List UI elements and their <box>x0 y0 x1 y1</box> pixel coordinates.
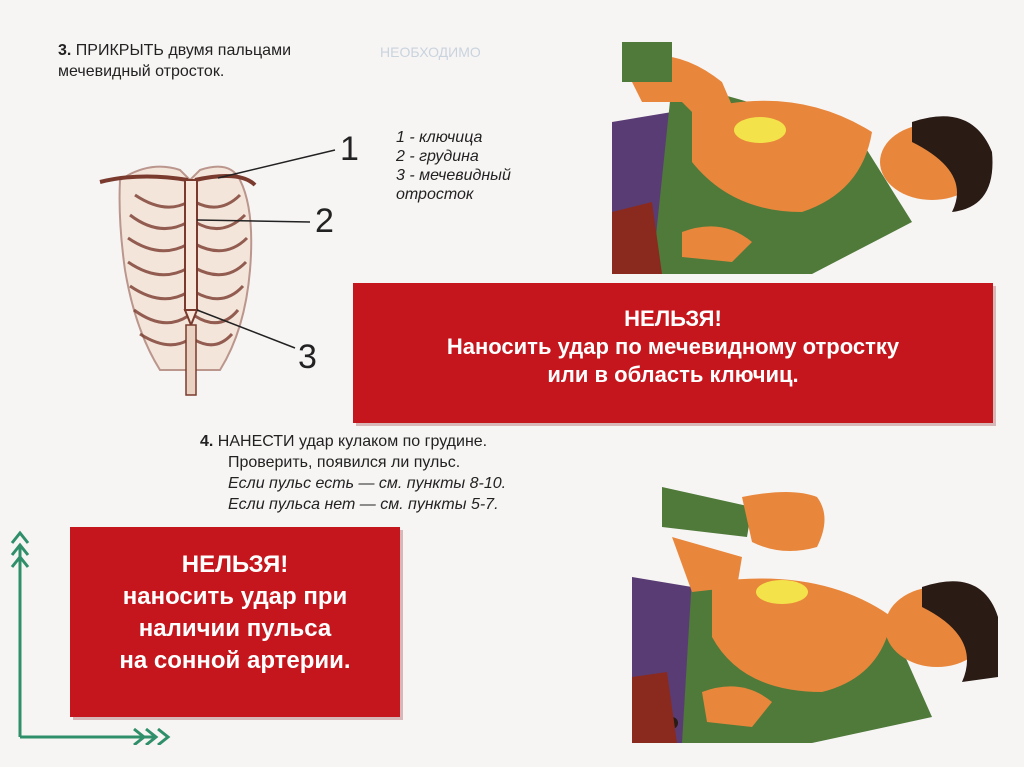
step3-rest: двумя пальцами <box>168 42 292 59</box>
step4-line2: Проверить, появился ли пульс. <box>228 454 461 471</box>
legend-item-xiphoid-cont: отросток <box>396 186 474 203</box>
step4-action: НАНЕСТИ <box>217 433 295 450</box>
corner-arrows-icon <box>6 525 176 745</box>
warning-banner-xiphoid <box>353 283 993 423</box>
diagram-label-3: 3 <box>298 338 317 376</box>
fist-strike-photo <box>632 477 998 743</box>
warning2-line1: наносить удар при <box>122 583 348 610</box>
step4-line3: Если пульс есть — см. пункты 8-10. <box>228 475 507 492</box>
victim-chest-photo <box>612 42 998 274</box>
legend-item-sternum: 2 - грудина <box>396 148 479 165</box>
warning2-line3: на сонной артерии. <box>119 647 351 674</box>
warning1-line1: Наносить удар по мечевидному отростку <box>446 334 900 359</box>
bleed-text-top: НЕОБХОДИМО <box>380 44 512 60</box>
diagram-label-1: 1 <box>340 130 359 168</box>
warning1-line2: или в область ключиц. <box>547 362 799 387</box>
legend-item-xiphoid: 3 - мечевидный <box>396 167 511 184</box>
step3-number: 3. <box>58 42 72 59</box>
step4-line4: Если пульса нет — см. пункты 5-7. <box>228 496 499 513</box>
diagram-label-2: 2 <box>315 202 334 240</box>
step3-action: ПРИКРЫТЬ <box>75 42 164 59</box>
step4-rest: удар кулаком по грудине. <box>299 433 488 450</box>
legend-item-clavicle: 1 - ключица <box>396 129 483 146</box>
step4-text <box>200 431 506 515</box>
warning2-line2: наличии пульса <box>138 615 332 642</box>
warning2-title: НЕЛЬЗЯ! <box>181 551 289 578</box>
step3-line2: мечевидный отросток. <box>58 63 225 80</box>
step3-heading <box>58 40 291 82</box>
skeleton-ribcage-illustration <box>40 120 370 420</box>
step4-number: 4. <box>200 433 214 450</box>
anatomy-legend <box>396 128 511 204</box>
warning1-title: НЕЛЬЗЯ! <box>624 306 722 331</box>
